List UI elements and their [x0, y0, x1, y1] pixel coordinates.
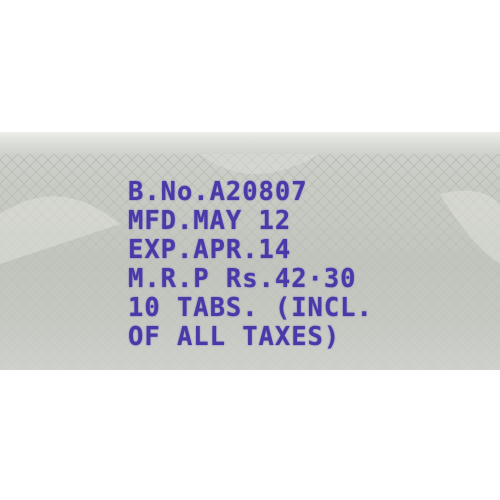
strip-edge [0, 132, 500, 154]
expiry-date: EXP.APR.14 [128, 235, 292, 265]
manufacture-date: MFD.MAY 12 [128, 206, 292, 236]
printed-imprint [128, 178, 373, 352]
tax-note: OF ALL TAXES) [128, 322, 341, 352]
tablet-count: 10 TABS. (INCL. [128, 293, 373, 323]
batch-number: B.No.A20807 [128, 177, 308, 207]
mrp-price: M.R.P Rs.42·30 [128, 264, 357, 294]
